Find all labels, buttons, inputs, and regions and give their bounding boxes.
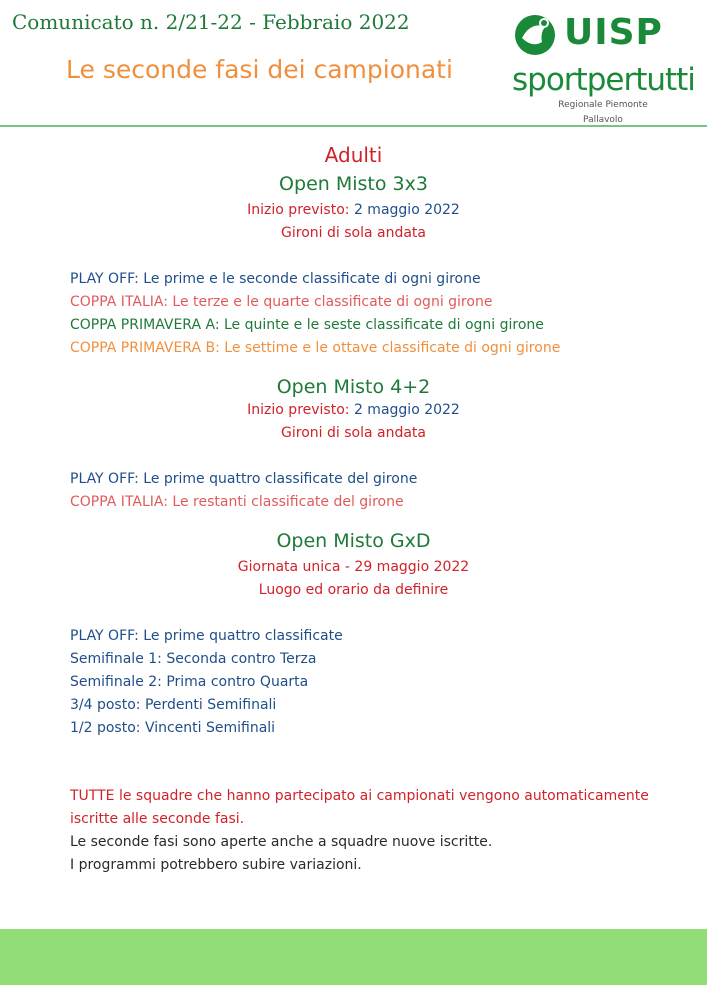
start-label: Inizio previsto: xyxy=(247,202,350,218)
phase-text: Le terze e le quarte classificate di ogni girone xyxy=(172,294,493,310)
date-value: 29 maggio 2022 xyxy=(354,559,470,575)
document-subtitle: Le seconde fasi dei campionati xyxy=(66,55,453,84)
phase-item xyxy=(70,271,481,287)
start-date: 2 maggio 2022 xyxy=(353,202,460,218)
category-place-gxd: Luogo ed orario da definire xyxy=(258,582,449,598)
logo-sport: Pallavolo xyxy=(583,115,623,125)
category-format-3x3: Gironi di sola andata xyxy=(281,225,426,241)
phase-item xyxy=(70,317,544,333)
document-title: Comunicato n. 2/21-22 - Febbraio 2022 xyxy=(12,10,410,34)
note-line: TUTTE le squadre che hanno partecipato ai campionati vengono automaticamente xyxy=(70,788,649,804)
phase-text: Le settime e le ottave classificate di ogni girone xyxy=(224,340,561,356)
phase-item xyxy=(70,340,560,356)
note-line: iscritte alle seconde fasi. xyxy=(70,811,245,827)
category-format-4plus2: Gironi di sola andata xyxy=(281,425,426,441)
logo-tagline: sportpertutti xyxy=(512,62,695,98)
phase-label: PLAY OFF: xyxy=(70,271,139,287)
date-label: Giornata unica - xyxy=(237,559,350,575)
logo-brand: UISP xyxy=(564,12,663,53)
note-line: I programmi potrebbero subire variazioni. xyxy=(70,857,362,873)
phase-label: Semifinale 2: xyxy=(70,674,162,690)
category-title-gxd: Open Misto GxD xyxy=(276,530,431,552)
note-line: Le seconde fasi sono aperte anche a squadre nuove iscritte. xyxy=(70,834,493,850)
phase-item xyxy=(70,651,316,667)
uisp-emblem-icon xyxy=(512,12,562,58)
category-title-4plus2: Open Misto 4+2 xyxy=(276,376,431,398)
phase-item xyxy=(70,674,308,690)
phase-label: COPPA PRIMAVERA B: xyxy=(70,340,220,356)
phase-text: Le prime quattro classificate xyxy=(143,628,343,644)
phase-label: 1/2 posto: xyxy=(70,720,141,736)
phase-label: COPPA ITALIA: xyxy=(70,494,168,510)
phase-text: Perdenti Semifinali xyxy=(144,697,277,713)
uisp-logo xyxy=(508,8,698,126)
header-divider xyxy=(0,125,707,127)
start-date: 2 maggio 2022 xyxy=(353,402,460,418)
phase-item xyxy=(70,494,404,510)
phase-label: 3/4 posto: xyxy=(70,697,141,713)
phase-label: PLAY OFF: xyxy=(70,628,139,644)
logo-region: Regionale Piemonte xyxy=(558,100,648,110)
phase-text: Le quinte e le seste classificate di ogni girone xyxy=(223,317,544,333)
phase-label: COPPA ITALIA: xyxy=(70,294,168,310)
phase-text: Vincenti Semifinali xyxy=(144,720,276,736)
phase-text: Prima contro Quarta xyxy=(166,674,309,690)
phase-text: Le prime quattro classificate del girone xyxy=(143,471,418,487)
phase-text: Le prime e le seconde classificate di ogni girone xyxy=(143,271,481,287)
category-start-3x3 xyxy=(0,202,707,218)
phase-item xyxy=(70,720,275,736)
phase-label: Semifinale 1: xyxy=(70,651,162,667)
category-start-4plus2 xyxy=(0,402,707,418)
phase-text: Seconda contro Terza xyxy=(166,651,317,667)
start-label: Inizio previsto: xyxy=(247,402,350,418)
footer-band xyxy=(0,929,707,985)
category-date-gxd xyxy=(0,559,707,575)
phase-text: Le restanti classificate del girone xyxy=(172,494,404,510)
category-title-3x3: Open Misto 3x3 xyxy=(279,173,428,195)
phase-item xyxy=(70,628,343,644)
section-title: Adulti xyxy=(324,143,383,167)
phase-item xyxy=(70,471,417,487)
phase-label: PLAY OFF: xyxy=(70,471,139,487)
phase-label: COPPA PRIMAVERA A: xyxy=(70,317,220,333)
phase-item xyxy=(70,697,276,713)
phase-item xyxy=(70,294,492,310)
